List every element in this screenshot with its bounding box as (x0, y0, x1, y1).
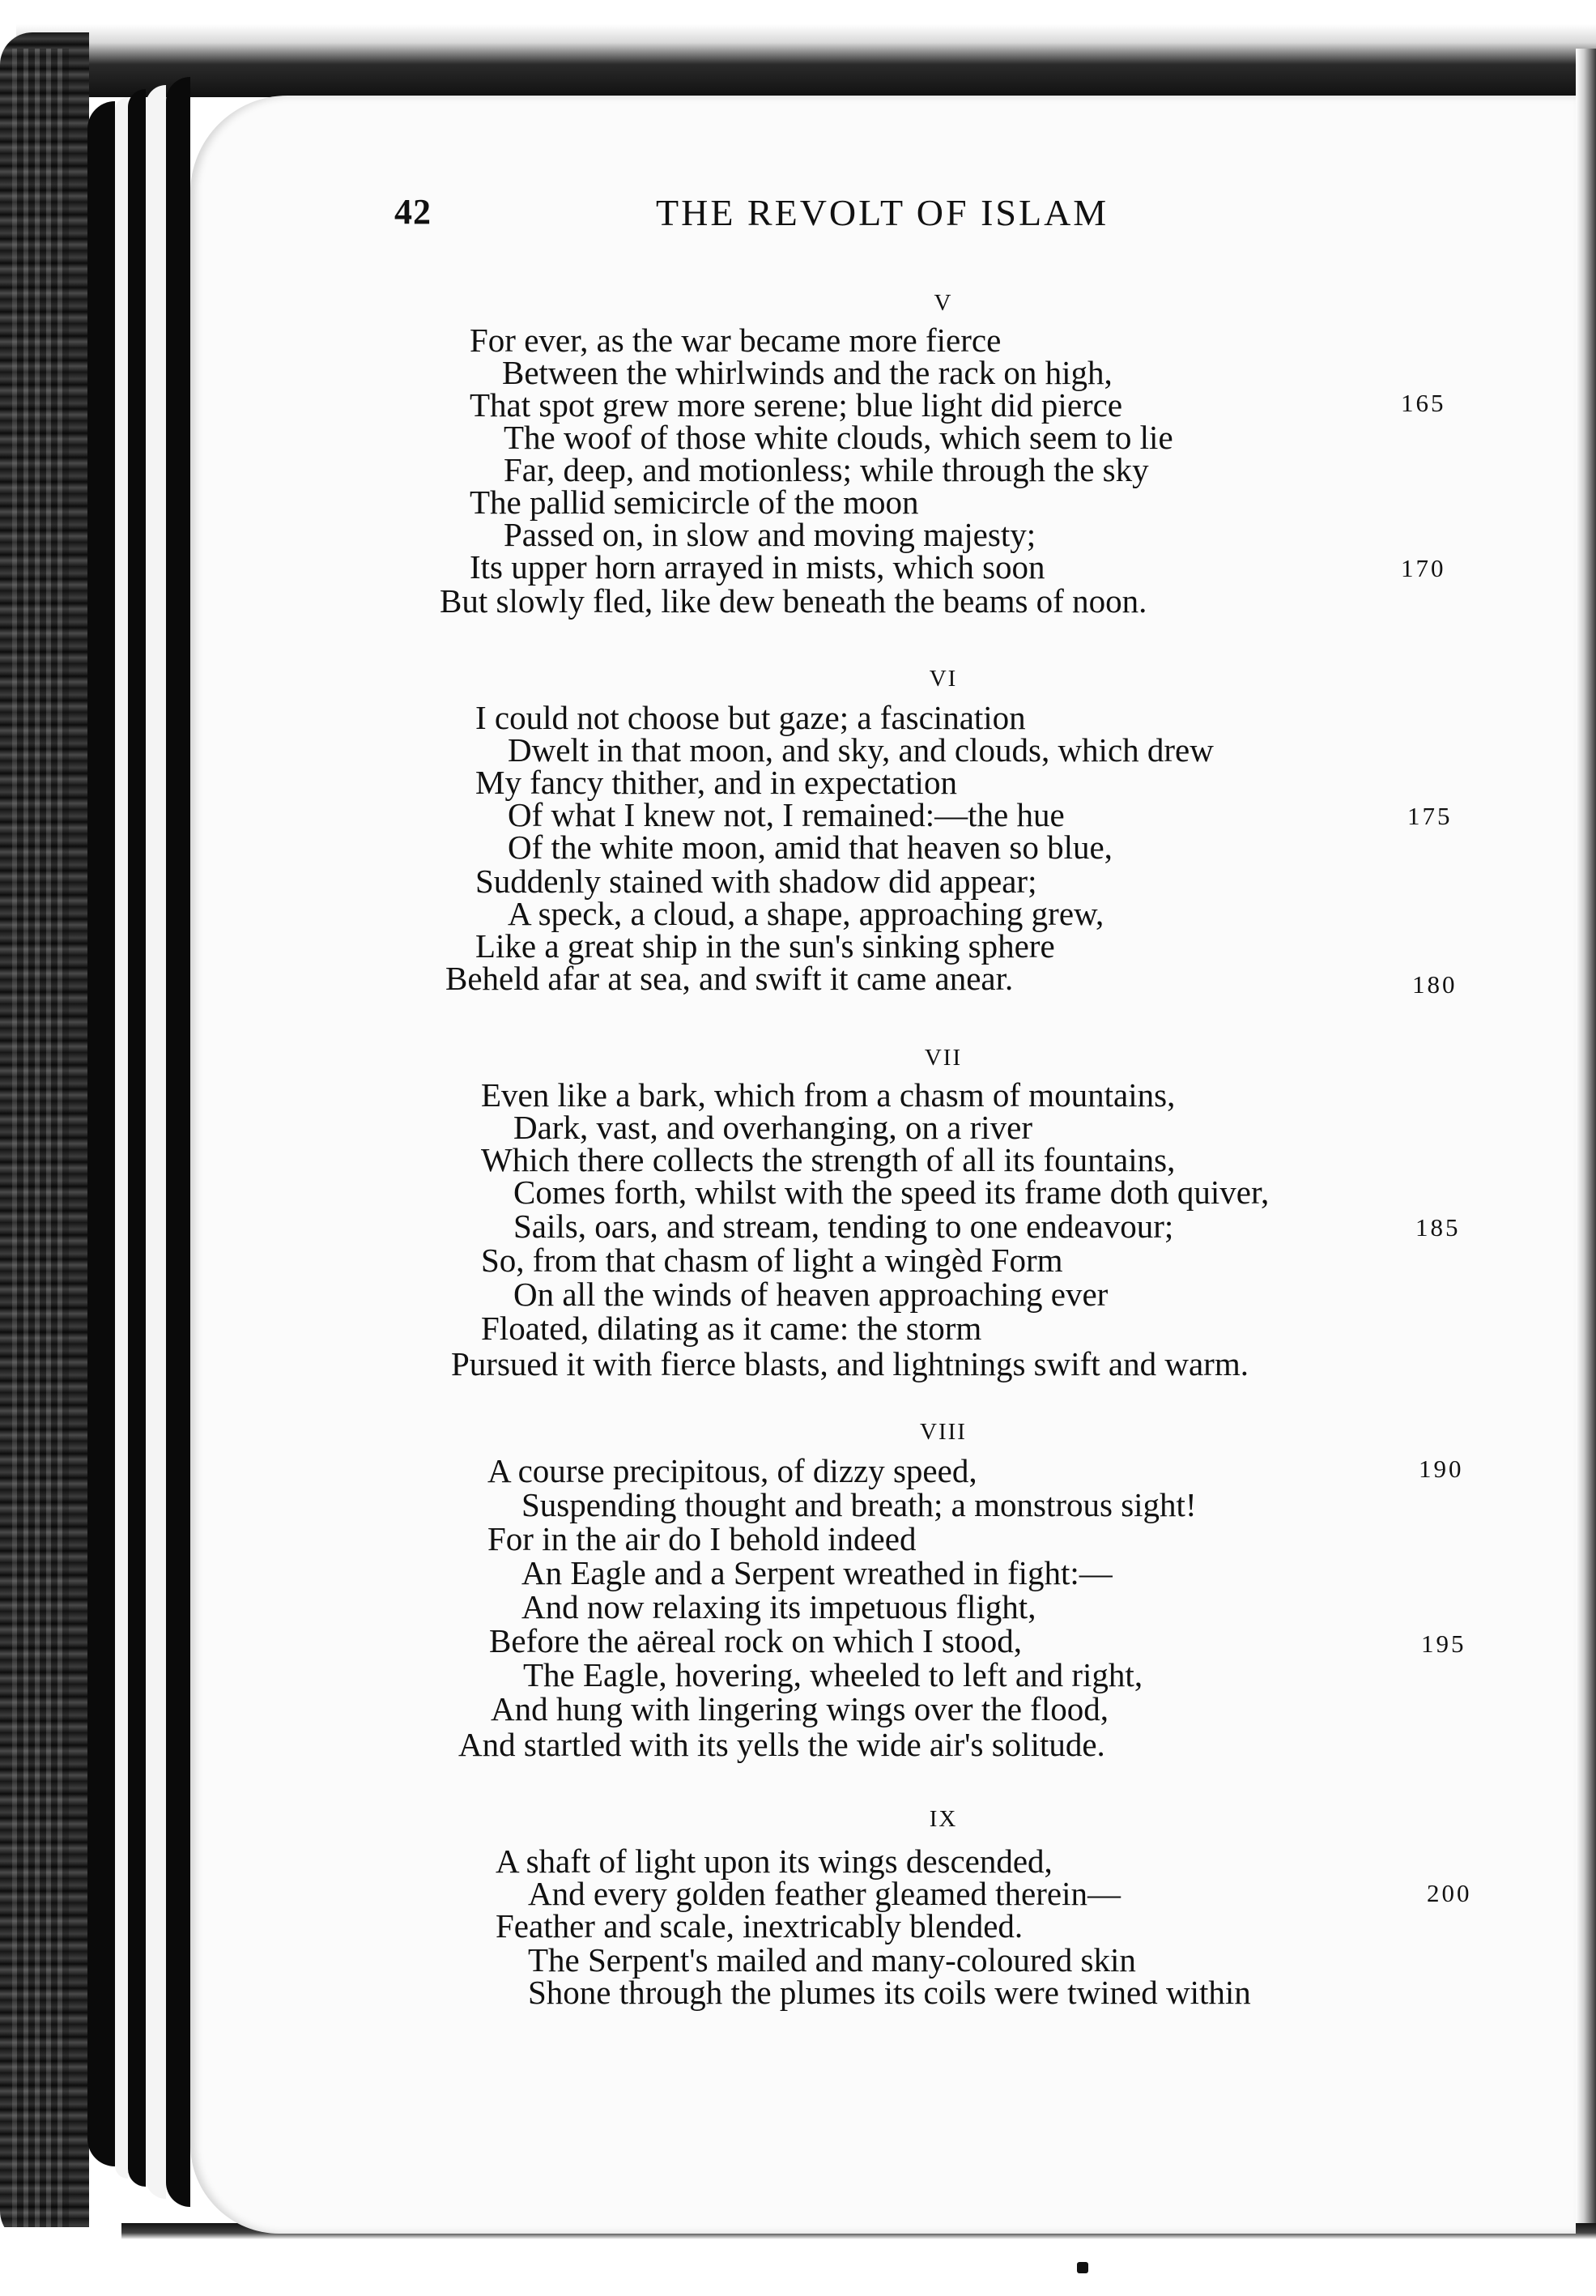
book-top-edge (16, 24, 1596, 97)
poem-line: And hung with lingering wings over the flood, (491, 1690, 1109, 1727)
poem-line: Like a great ship in the sun's sinking sphere (475, 927, 1055, 965)
poem-line: So, from that chasm of light a wingèd Form (481, 1242, 1063, 1279)
page-number: 42 (394, 192, 432, 232)
poem-line: I could not choose but gaze; a fascination (475, 699, 1026, 736)
poem-line: Its upper horn arrayed in mists, which soon (470, 548, 1045, 586)
poem-line: And startled with its yells the wide air's solitude. (458, 1726, 1105, 1763)
poem-line: The pallid semicircle of the moon (470, 483, 919, 521)
poem-line: And now relaxing its impetuous flight, (521, 1588, 1036, 1625)
poem-line: Comes forth, whilst with the speed its frame doth quiver, (513, 1174, 1270, 1211)
poem-line: Dark, vast, and overhanging, on a river (513, 1109, 1032, 1146)
poem-line: Feather and scale, inextricably blended. (496, 1907, 1024, 1945)
page-edge-gap (146, 85, 166, 2199)
scan-artifact (1077, 2262, 1088, 2273)
poem-line: Of what I knew not, I remained:—the hue (508, 796, 1065, 833)
poem-line: Shone through the plumes its coils were twined within (528, 1974, 1251, 2011)
poem-line: Dwelt in that moon, and sky, and clouds, which drew (508, 731, 1214, 769)
poem-line: A speck, a cloud, a shape, approaching grew, (508, 895, 1104, 932)
poem-line: Passed on, in slow and moving majesty; (504, 516, 1036, 553)
page-edge-gap (115, 97, 128, 2179)
stanza-numeral: VI (929, 666, 958, 692)
poem-line: For in the air do I behold indeed (487, 1520, 917, 1557)
poem-line: Before the aëreal rock on which I stood, (489, 1622, 1023, 1659)
line-number: 195 (1421, 1629, 1466, 1658)
page-edge-stripe (87, 101, 115, 2166)
poem-line: Which there collects the strength of all its fountains, (481, 1141, 1176, 1178)
book-cover-edge (0, 32, 89, 2243)
poem-line: Beheld afar at sea, and swift it came anear. (445, 960, 1014, 997)
poem-line: A course precipitous, of dizzy speed, (487, 1452, 977, 1489)
page-edge-stripe (166, 77, 190, 2207)
poem-line: Pursued it with fierce blasts, and lightnings swift and warm. (451, 1345, 1249, 1382)
poem-line: And every golden feather gleamed therein— (528, 1875, 1121, 1912)
running-title: THE REVOLT OF ISLAM (656, 192, 1109, 233)
line-number: 165 (1401, 389, 1446, 417)
poem-line: Between the whirlwinds and the rack on high, (502, 354, 1113, 391)
page-edge-stripe (128, 89, 146, 2187)
poem-line: The Eagle, hovering, wheeled to left and right, (523, 1656, 1143, 1693)
poem-line: An Eagle and a Serpent wreathed in fight:— (521, 1554, 1113, 1591)
line-number: 185 (1415, 1213, 1461, 1242)
poem-line: Floated, dilating as it came: the storm (481, 1310, 982, 1347)
poem-line: But slowly fled, like dew beneath the beams of noon. (440, 582, 1147, 620)
book-right-edge (1576, 49, 1596, 2235)
stanza-numeral: V (934, 290, 953, 316)
line-number: 180 (1412, 970, 1458, 999)
poem-line: Even like a bark, which from a chasm of mountains, (481, 1076, 1176, 1114)
poem-line: A shaft of light upon its wings descended, (496, 1842, 1053, 1880)
poem-line: For ever, as the war became more fierce (470, 322, 1002, 359)
poem-line: Suddenly stained with shadow did appear; (475, 863, 1037, 900)
poem-line: My fancy thither, and in expectation (475, 764, 957, 801)
poem-line: The woof of those white clouds, which seem to lie (504, 419, 1173, 456)
poem-line: On all the winds of heaven approaching ever (513, 1276, 1109, 1313)
poem-line: Of the white moon, amid that heaven so blue, (508, 829, 1113, 866)
poem-line: Sails, oars, and stream, tending to one endeavour; (513, 1208, 1174, 1245)
line-number: 170 (1401, 554, 1446, 582)
poem-line: Far, deep, and motionless; while through the sky (504, 451, 1149, 488)
stanza-numeral: VII (924, 1045, 963, 1071)
line-number: 200 (1427, 1879, 1472, 1907)
line-number: 175 (1407, 802, 1453, 830)
poem-line: The Serpent's mailed and many-coloured skin (528, 1941, 1136, 1979)
stanza-numeral: VIII (920, 1419, 967, 1445)
poem-line: Suspending thought and breath; a monstrous sight! (521, 1486, 1197, 1523)
poem-line: That spot grew more serene; blue light did pierce (470, 386, 1123, 424)
line-number: 190 (1419, 1455, 1464, 1483)
stanza-numeral: IX (929, 1806, 958, 1832)
